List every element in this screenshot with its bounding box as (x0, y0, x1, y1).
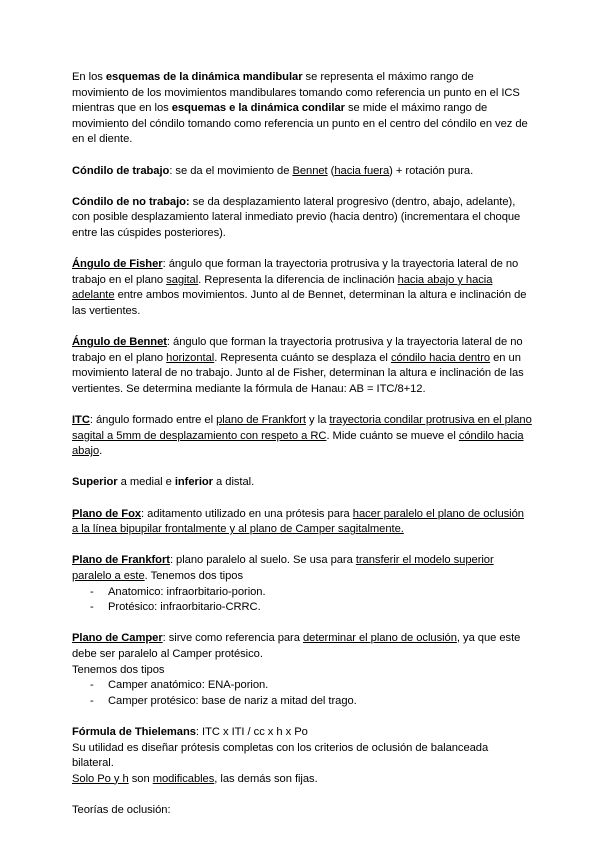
term-superior: Superior (72, 476, 118, 489)
text: ( (327, 164, 335, 177)
text: : ángulo que forman la trayectoria protrusiva y la trayectoria lateral de no trabajo en el plano (72, 336, 523, 364)
text: , ya que este debe ser paralelo al Camper protésico. (72, 632, 521, 660)
list-item: - Anatomico: infraorbitario-porion. (90, 585, 532, 601)
paragraph-superior-inferior (72, 475, 532, 491)
term-formula-thielemans: Fórmula de Thielemans (72, 725, 196, 738)
text: . Representa cuánto se desplaza el (214, 351, 391, 364)
paragraph-condilo-no-trabajo (72, 195, 532, 242)
paragraph-plano-frankfort (72, 553, 532, 584)
paragraph-angulo-fisher (72, 257, 532, 319)
text: : aditamento utilizado en una prótesis para (141, 507, 353, 520)
text: . Tenemos dos tipos (144, 570, 243, 582)
paragraph-condilo-trabajo (72, 164, 532, 180)
underlined-text: modificables (152, 772, 215, 785)
paragraph-teorias (72, 803, 532, 819)
text: ) + rotación pura. (389, 164, 474, 177)
paragraph-itc (72, 413, 532, 460)
term-condilo-no-trabajo: Cóndilo de no trabajo: (72, 195, 190, 208)
text: . (99, 445, 103, 458)
text: en un movimiento lateral de no trabajo. Junto al de Fisher, determinan la altura e inclinación de las vertientes. Se determina mediante la fórmula de Hanau: AB = ITC/8+12. (72, 351, 524, 395)
text: En los (72, 71, 106, 83)
camper-list (72, 678, 532, 709)
underlined-text: transferir el modelo superior paralelo a este (72, 554, 494, 582)
text: : ángulo que forman la trayectoria protrusiva y la trayectoria lateral de no trabajo en el plano (72, 258, 519, 286)
text: se mide el máximo rango de movimiento del cóndilo tomando como referencia un punto en el centro del cóndilo en vez de en el diente. (72, 102, 528, 146)
text: se representa el máximo rango de movimiento de los movimientos mandibulares tomando como referencia un punto en el ICS mientras que en los (72, 71, 520, 115)
text: . Mide cuánto se mueve el (326, 429, 459, 442)
term-plano-camper: Plano de Camper (72, 632, 163, 645)
underlined-text: hacer paralelo el plano de oclusión a la línea bipupilar frontalmente y al plano de Camper sagitalmente. (72, 507, 524, 536)
term-itc: ITC (72, 414, 90, 427)
text: son (128, 772, 153, 785)
term-inferior: inferior (174, 476, 213, 489)
paragraph-esquemas (72, 70, 532, 148)
text: : ángulo formado entre el (89, 414, 217, 427)
frankfort-list (72, 585, 532, 616)
paragraph-thielemans (72, 725, 532, 787)
paragraph-angulo-bennet (72, 335, 532, 397)
text: y la (305, 414, 330, 427)
text: : plano paralelo al suelo. Se usa para (169, 554, 356, 567)
text: : se da el movimiento de (169, 164, 293, 177)
list-item: - Camper protésico: base de nariz a mitad del trago. (90, 694, 532, 710)
text: Teorías de oclusión: (72, 803, 171, 816)
text: : sirve como referencia para (162, 632, 303, 645)
underlined-text: hacia fuera (334, 164, 390, 177)
underlined-text: Bennet (292, 164, 328, 177)
text: Su utilidad es diseñar prótesis completas con los criterios de oclusión de balanceada bilateral. (72, 741, 489, 770)
term-plano-frankfort: Plano de Frankfort (72, 554, 170, 567)
underlined-text: cóndilo hacia abajo (72, 429, 524, 458)
term-angulo-fisher: Ángulo de Fisher (72, 258, 163, 271)
text: , las demás son fijas. (214, 772, 318, 785)
text: entre ambos movimientos. Junto al de Bennet, determinan la altura e inclinación de las vertientes. (72, 289, 527, 317)
underlined-text: sagital (166, 273, 199, 286)
underlined-text: horizontal (166, 351, 215, 364)
document-page (72, 70, 532, 834)
underlined-text: Solo Po y h (72, 772, 129, 785)
underlined-text: hacia abajo y hacia adelante (72, 273, 493, 302)
term-angulo-bennet: Ángulo de Bennet (72, 336, 167, 349)
underlined-text: determinar el plano de oclusión (302, 632, 457, 645)
term-esquemas-mandibular: esquemas de la dinámica mandibular (105, 71, 303, 83)
term-condilo-trabajo: Cóndilo de trabajo (72, 164, 170, 177)
term-plano-fox: Plano de Fox (72, 507, 142, 520)
list-item: - Protésico: infraorbitario-CRRC. (90, 600, 532, 616)
term-esquemas-condilar: esquemas e la dinámica condilar (171, 102, 345, 115)
list-item: - Camper anatómico: ENA-porion. (90, 678, 532, 694)
text: a distal. (212, 476, 255, 489)
paragraph-plano-fox (72, 507, 532, 538)
underlined-text: plano de Frankfort (216, 414, 306, 427)
text: a medial e (117, 476, 175, 489)
text: se da desplazamiento lateral progresivo (dentro, abajo, adelante), con posible desplazamiento lateral inmediato previo (hacia dentro) (incrementara el choque entre las cúspides posteriores). (72, 195, 521, 239)
underlined-text: trayectoria condilar protrusiva en el plano sagital a 5mm de desplazamiento con respeto a RC (72, 414, 532, 442)
text: Tenemos dos tipos (72, 663, 165, 676)
paragraph-plano-camper (72, 631, 532, 678)
text: . Representa la diferencia de inclinación (198, 273, 398, 286)
text: : ITC x ITI / cc x h x Po (195, 725, 308, 738)
underlined-text: cóndilo hacia dentro (390, 351, 491, 364)
